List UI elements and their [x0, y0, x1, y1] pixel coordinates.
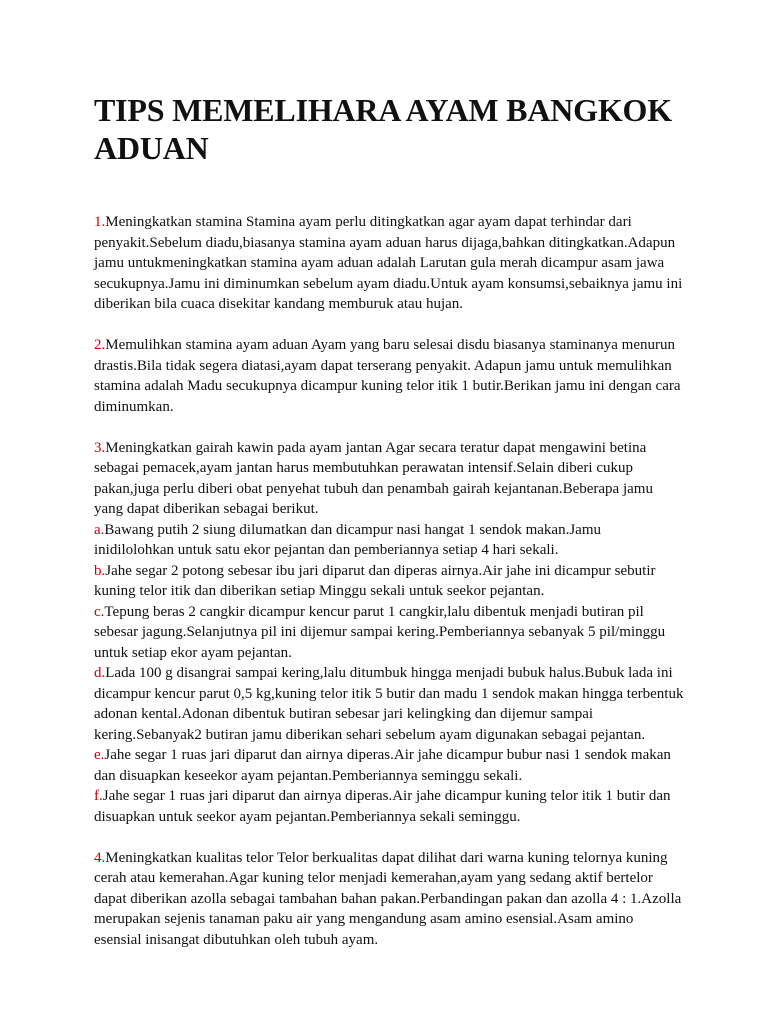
list-item	[94, 663, 684, 745]
section-2	[94, 335, 684, 417]
item-letter: d.	[94, 665, 106, 681]
list-item	[94, 602, 684, 664]
item-text: Jahe segar 1 ruas jari diparut dan airnya diperas.Air jahe dicampur bubur nasi 1 sendok makan dan disuapkan keseekor ayam pejantan.Pemberiannya seminggu sekali.	[94, 747, 671, 784]
item-letter: b.	[94, 562, 106, 579]
section-1	[94, 212, 684, 315]
section-text: Meningkatkan stamina Stamina ayam perlu ditingkatkan agar ayam dapat terhindar dari penyakit.Sebelum diadu,biasanya stamina ayam aduan harus dijaga,bahkan ditingkatkan.Adapun jamu untukmeningkatkan stamina ayam aduan adalah Larutan gula merah dicampur asam jawa secukupnya.Jamu ini diminumkan sebelum ayam diadu.Untuk ayam konsumsi,sebaiknya jamu ini diberikan bila cuaca disekitar kandang memburuk atau hujan.	[94, 214, 683, 312]
section-paragraph	[94, 335, 684, 417]
item-letter: a.	[94, 521, 105, 538]
item-text: Lada 100 g disangrai sampai kering,lalu ditumbuk hingga menjadi bubuk halus.Bubuk lada ini dicampur kencur parut 0,5 kg,kuning telor itik 5 butir dan madu 1 sendok makan hingga terbentuk adonan kental.Adonan dibentuk butiran sebesar jari kelingking dan dijemur sampai kering.Sebanyak2 butiran jamu diberikan sehari sebelum ayam digunakan sebagai pejantan.	[94, 665, 684, 743]
section-paragraph	[94, 212, 684, 315]
list-item	[94, 745, 684, 786]
section-number: 2.	[94, 337, 106, 353]
document-title: TIPS MEMELIHARA AYAM BANGKOK ADUAN	[94, 92, 672, 166]
section-text: Meningkatkan kualitas telor Telor berkualitas dapat dilihat dari warna kuning telornya kuning cerah atau kemerahan.Agar kuning telor menjadi kemerahan,ayam yang sedang aktif bertelor dapat diberikan azolla sebagai tambahan bahan pakan.Perbandingan pakan dan azolla 4 : 1.Azolla merupakan sejenis tanaman paku air yang mengandung asam amino esensial.Asam amino esensial inisangat dibutuhkan oleh tubuh ayam.	[94, 849, 682, 948]
item-letter: c.	[94, 603, 105, 620]
list-item	[94, 561, 684, 602]
section-number: 3.	[94, 439, 106, 456]
list-item	[94, 786, 684, 827]
section-paragraph	[94, 438, 684, 520]
section-text: Memulihkan stamina ayam aduan Ayam yang baru selesai disdu biasanya staminanya menurun drastis.Bila tidak segera diatasi,ayam dapat terserang penyakit. Adapun jamu untuk memulihkan stamina adalah Madu secukupnya dicampur kuning telor itik 1 butir.Berikan jamu ini dengan cara diminumkan.	[94, 337, 681, 415]
item-letter: f.	[94, 788, 103, 804]
item-text: Jahe segar 2 potong sebesar ibu jari diparut dan diperas airnya.Air jahe ini dicampur sebutir kuning telor itik dan diberikan setiap Minggu sekali untuk seekor pejantan.	[94, 562, 656, 599]
document-body	[94, 212, 684, 971]
item-text: Bawang putih 2 siung dilumatkan dan dicampur nasi hangat 1 sendok makan.Jamu inidilolohkan untuk satu ekor pejantan dan pemberiannya setiap 4 hari sekali.	[94, 521, 601, 558]
item-text: Tepung beras 2 cangkir dicampur kencur parut 1 cangkir,lalu dibentuk menjadi butiran pil sebesar jagung.Selanjutnya pil ini dijemur sampai kering.Pemberiannya sebanyak 5 pil/minggu untuk setiap ekor ayam pejantan.	[94, 603, 666, 661]
section-3	[94, 438, 684, 828]
section-text: Meningkatkan gairah kawin pada ayam jantan Agar secara teratur dapat mengawini betina sebagai pemacek,ayam jantan harus membutuhkan perawatan intensif.Selain diberi cukup pakan,juga perlu diberi obat penyehat tubuh dan penambah gairah kejantanan.Beberapa jamu yang dapat diberikan sebagai berikut.	[94, 439, 653, 517]
section-paragraph	[94, 848, 684, 951]
item-text: Jahe segar 1 ruas jari diparut dan airnya diperas.Air jahe dicampur kuning telor itik 1 butir dan disuapkan untuk seekor ayam pejantan.Pemberiannya sekali seminggu.	[94, 788, 671, 825]
section-number: 4.	[94, 849, 106, 866]
list-item	[94, 520, 684, 561]
section-4	[94, 848, 684, 951]
section-number: 1.	[94, 214, 106, 230]
item-letter: e.	[94, 747, 105, 763]
